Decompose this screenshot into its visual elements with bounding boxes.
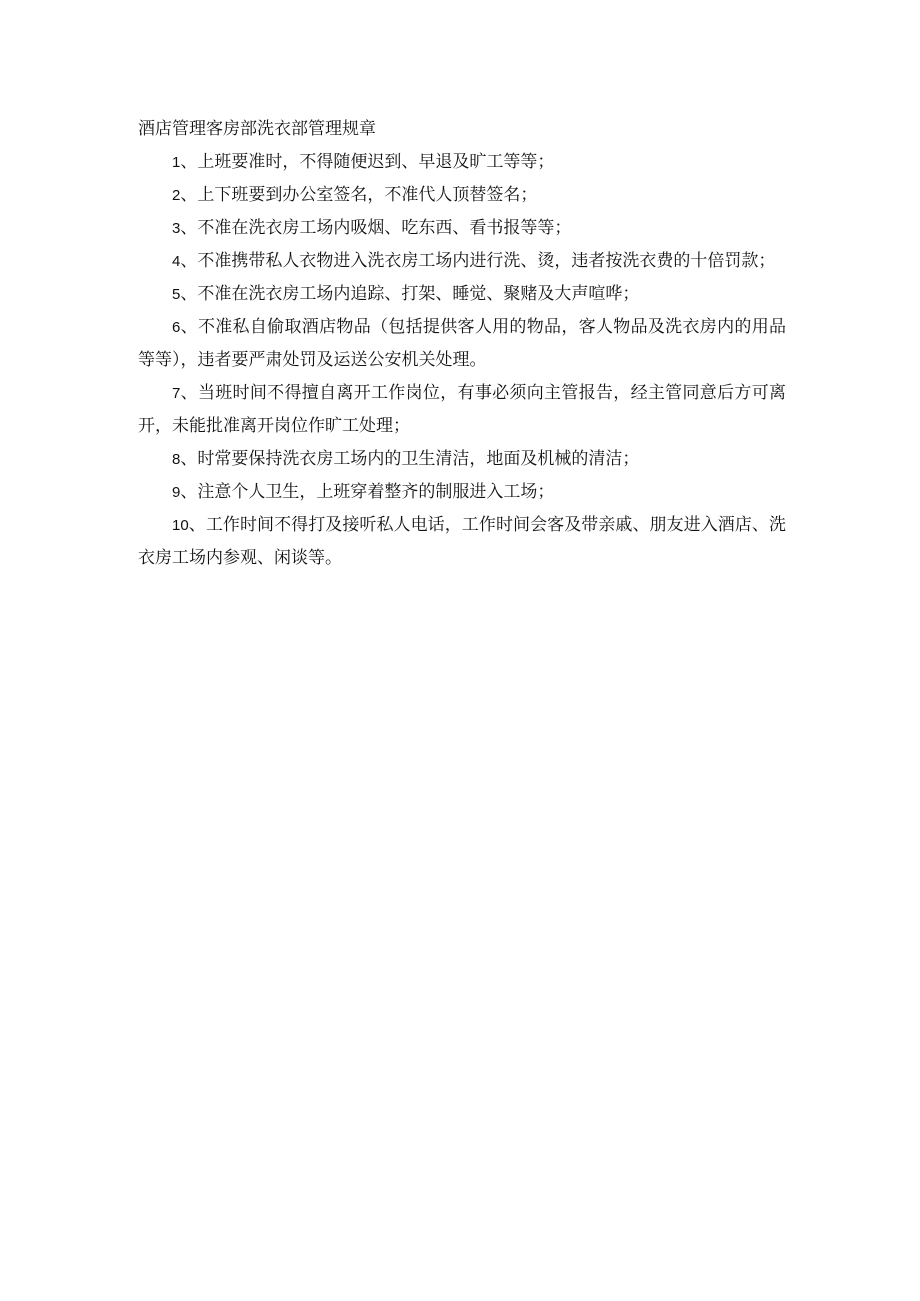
rule-5 bbox=[138, 278, 786, 311]
rule-text: 、上班要准时，不得随便迟到、早退及旷工等等； bbox=[180, 152, 555, 172]
rule-number: 10 bbox=[172, 517, 189, 534]
rule-4 bbox=[138, 245, 786, 278]
rule-number: 7 bbox=[172, 385, 181, 402]
document-body bbox=[138, 113, 786, 575]
rule-number: 3 bbox=[172, 220, 181, 237]
document-title: 酒店管理客房部洗衣部管理规章 bbox=[138, 119, 376, 139]
rule-number: 6 bbox=[172, 319, 181, 336]
rule-text: 、工作时间不得打及接听私人电话，工作时间会客及带亲戚、朋友进入酒店、洗衣房工场内参观、闲谈等。 bbox=[138, 515, 786, 568]
rule-number: 9 bbox=[172, 484, 181, 501]
rule-2 bbox=[138, 179, 786, 212]
rule-number: 2 bbox=[172, 187, 181, 204]
rule-text: 、不准在洗衣房工场内吸烟、吃东西、看书报等等； bbox=[180, 218, 572, 238]
rule-number: 1 bbox=[172, 154, 181, 171]
rule-text: 、不准在洗衣房工场内追踪、打架、睡觉、聚赌及大声喧哗； bbox=[180, 284, 640, 304]
rule-6 bbox=[138, 311, 786, 377]
rule-7 bbox=[138, 377, 786, 443]
rule-number: 5 bbox=[172, 286, 181, 303]
rule-10 bbox=[138, 509, 786, 575]
rule-number: 4 bbox=[172, 253, 181, 270]
rule-text: 、当班时间不得擅自离开工作岗位，有事必须向主管报告，经主管同意后方可离开，未能批准离开岗位作旷工处理； bbox=[138, 383, 786, 436]
rule-text: 、不准携带私人衣物进入洗衣房工场内进行洗、烫，违者按洗衣费的十倍罚款； bbox=[180, 251, 776, 271]
rule-text: 、上下班要到办公室签名，不准代人顶替签名； bbox=[180, 185, 538, 205]
rule-number: 8 bbox=[172, 451, 181, 468]
rule-9 bbox=[138, 476, 786, 509]
rule-text: 、时常要保持洗衣房工场内的卫生清洁，地面及机械的清洁； bbox=[180, 449, 640, 469]
rule-text: 、注意个人卫生，上班穿着整齐的制服进入工场； bbox=[180, 482, 555, 502]
rule-3 bbox=[138, 212, 786, 245]
rule-1 bbox=[138, 146, 786, 179]
rule-8 bbox=[138, 443, 786, 476]
rule-text: 、不准私自偷取酒店物品（包括提供客人用的物品，客人物品及洗衣房内的用品等等），违者要严肃处罚及运送公安机关处理。 bbox=[138, 317, 786, 370]
